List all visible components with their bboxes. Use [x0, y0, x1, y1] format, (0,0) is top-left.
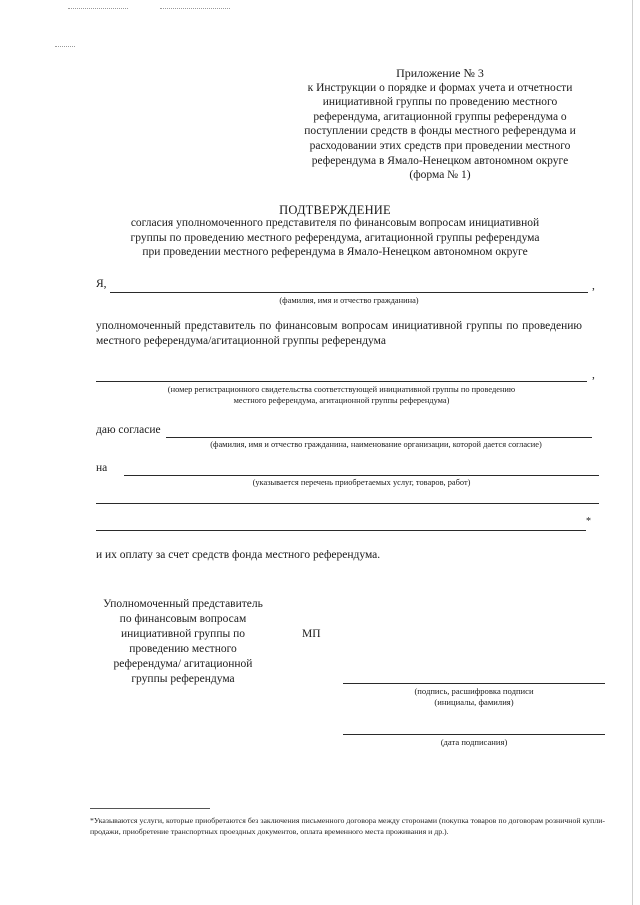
date-hint: (дата подписания) — [440, 737, 508, 747]
signature-block-line: по финансовым вопросам — [119, 613, 247, 625]
consent-hint: (фамилия, имя и отчество гражданина, наименование организации, которой дается согласие) — [210, 440, 542, 449]
signature-hint — [343, 686, 605, 708]
appendix-line: расходовании этих средств при проведении местного — [309, 139, 571, 152]
document-subtitle — [60, 216, 610, 260]
services-extra-line[interactable] — [96, 503, 599, 504]
signature-block-line: проведению местного — [129, 643, 237, 655]
services-extra-line[interactable] — [96, 530, 586, 531]
signature-block-line: Уполномоченный представитель — [103, 598, 263, 610]
reg-number-field-line[interactable] — [96, 381, 587, 382]
reg-hint-line: местного референдума, агитационной группы референдума) — [233, 396, 450, 405]
scan-mark — [55, 46, 75, 47]
date-field-line[interactable] — [343, 734, 605, 735]
fio-hint: (фамилия, имя и отчество гражданина) — [279, 296, 419, 305]
signature-hint-line: (инициалы, фамилия) — [434, 697, 514, 707]
signature-hint-line: (подпись, расшифровка подписи — [414, 686, 534, 696]
appendix-line: к Инструкции о порядке и формах учета и отчетности — [307, 81, 573, 94]
reg-hint — [96, 384, 587, 406]
appendix-line: референдума в Ямало-Ненецком автономном округе — [311, 154, 569, 167]
signature-field-line[interactable] — [343, 683, 605, 684]
appendix-form-number: (форма № 1) — [409, 169, 471, 182]
subtitle-line: при проведении местного референдума в Ямало-Ненецком автономном округе — [142, 246, 528, 259]
signature-block — [88, 597, 278, 687]
document-title: ПОДТВЕРЖДЕНИЕ — [279, 203, 391, 217]
na-label: на — [96, 462, 108, 474]
signature-block-line: группы референдума — [131, 673, 235, 685]
signature-block-line: референдума/ агитационной — [113, 658, 253, 670]
footnote-separator — [90, 808, 210, 809]
fio-field-line[interactable] — [110, 292, 588, 293]
appendix-header — [280, 66, 600, 183]
fio-comma: , — [592, 280, 595, 292]
subtitle-line: согласия уполномоченного представителя по финансовым вопросам инициативной — [130, 217, 540, 229]
subtitle-line: группы по проведению местного референдума, агитационной группы референдума — [130, 231, 540, 244]
reg-hint-line: (номер регистрационного свидетельства соответствующей инициативной группы по проведению — [167, 385, 516, 394]
scan-edge — [632, 0, 633, 905]
services-field-line[interactable] — [124, 475, 599, 476]
ya-label: Я, — [96, 278, 107, 290]
footnote-text: *Указываются услуги, которые приобретаются без заключения письменного договора между сторонами (покупка товаров по договорам розничной купли-продажи, приобретение транспортных проездных документов, оплата временного места проживания и др.). — [90, 816, 605, 836]
payment-text: и их оплату за счет средств фонда местного референдума. — [96, 549, 381, 561]
scan-mark — [160, 8, 230, 9]
stamp-placeholder: МП — [302, 628, 321, 640]
consent-label: даю согласие — [96, 424, 161, 436]
services-hint: (указывается перечень приобретаемых услуг, товаров, работ) — [252, 478, 471, 487]
reg-comma: , — [592, 369, 595, 381]
scan-mark — [68, 8, 128, 9]
appendix-title: Приложение № 3 — [396, 66, 484, 80]
appendix-line: референдума, агитационной группы референдума о — [313, 110, 567, 123]
footnote-mark: * — [586, 516, 591, 527]
appendix-line: инициативной группы по проведению местного — [322, 96, 558, 109]
representative-text: уполномоченный представитель по финансовым вопросам инициативной группы по проведению местного референдума/агитационной группы референдума — [96, 320, 582, 347]
consent-field-line[interactable] — [166, 437, 592, 438]
signature-block-line: инициативной группы по — [120, 628, 245, 640]
appendix-line: поступлении средств в фонды местного референдума и — [304, 125, 576, 138]
